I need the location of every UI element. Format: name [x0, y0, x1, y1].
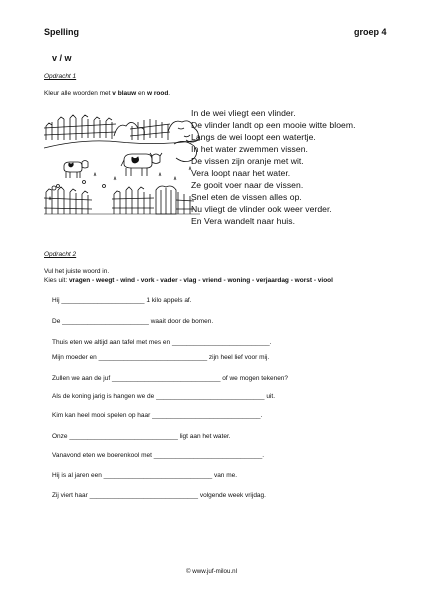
- answer-blank[interactable]: ______________________________: [103, 472, 213, 479]
- answer-blank[interactable]: ______________________________: [152, 412, 261, 419]
- exercise-line: De ________________________ waait door de bomen.: [52, 318, 214, 325]
- instruction-blue: v blauw: [112, 90, 137, 97]
- story-line: Vera loopt naar het water.: [191, 168, 291, 178]
- exercise-line: Kim kan heel mooi spelen op haar ______________________________.: [52, 412, 263, 419]
- story-line: De vissen zijn oranje met wit.: [191, 156, 304, 166]
- exercise-line: Onze ______________________________ ligt aan het water.: [52, 433, 231, 440]
- word-list: vragen - weegt - wind - vork - vader - vlag - vriend - woning - verjaardag - worst - viool: [68, 277, 333, 284]
- exercise-line: Hij _______________________ 1 kilo appels af.: [52, 297, 192, 304]
- story-line: Snel eten de vissen alles op.: [191, 192, 302, 202]
- front-fence-icon: [44, 186, 194, 214]
- word-choice-list: Kies uit: vragen - weegt - wind - vork - vader - vlag - vriend - woning - verjaardag - worst - viool: [44, 277, 333, 284]
- cow-icon: [121, 153, 162, 176]
- assignment2-instruction: Vul het juiste woord in.: [44, 268, 110, 275]
- story-line: In het water zwemmen vissen.: [191, 144, 308, 154]
- assignment2-heading: Opdracht 2: [44, 251, 77, 258]
- exercise-line: Als de koning jarig is hangen we de ______________________________ uit.: [52, 393, 276, 400]
- answer-blank[interactable]: ________________________: [62, 318, 149, 325]
- assignment1-instruction: Kleur alle woorden met v blauw en w rood.: [44, 90, 171, 97]
- exercise-line: Thuis eten we altijd aan tafel met mes en ___________________________.: [52, 339, 272, 346]
- answer-blank[interactable]: ______________________________: [156, 393, 265, 400]
- story-line: Nu vliegt de vlinder ook weer verder.: [191, 204, 332, 214]
- story-line: En Vera wandelt naar huis.: [191, 216, 296, 226]
- exercise-line: Vanavond eten we boerenkool met ______________________________.: [52, 452, 265, 459]
- copyright-footer: © www.juf-milou.nl: [186, 568, 237, 575]
- story-line: De vlinder landt op een mooie witte bloem.: [191, 120, 356, 130]
- answer-blank[interactable]: ______________________________: [153, 452, 263, 459]
- story-line: Langs de wei loopt een watertje.: [191, 132, 316, 142]
- exercise-line: Zij viert haar ______________________________ volgende week vrijdag.: [52, 492, 266, 499]
- cow-icon: [64, 161, 88, 179]
- answer-blank[interactable]: ___________________________: [171, 339, 270, 346]
- answer-blank[interactable]: _______________________: [61, 297, 145, 304]
- worksheet-title: Spelling: [44, 27, 80, 37]
- answer-blank[interactable]: ______________________________: [112, 375, 221, 382]
- exercise-line: Mijn moeder en ______________________________ zijn heel lief voor mij.: [52, 354, 270, 361]
- answer-blank[interactable]: ______________________________: [98, 354, 208, 361]
- exercise-line: Zullen we aan de juf ______________________________ of we mogen tekenen?: [52, 375, 289, 382]
- assignment1-heading: Opdracht 1: [44, 73, 77, 80]
- topic-label: v / w: [52, 53, 72, 63]
- exercise-line: Hij is al jaren een ______________________________ van me.: [52, 472, 238, 479]
- instruction-red: w rood: [146, 90, 169, 97]
- answer-blank[interactable]: ______________________________: [89, 492, 199, 499]
- answer-blank[interactable]: ______________________________: [69, 433, 178, 440]
- back-fence-icon: [44, 115, 170, 140]
- story-line: Ze gooit voer naar de vissen.: [191, 180, 304, 190]
- group-label: groep 4: [354, 27, 387, 37]
- story-line: In de wei vliegt een vlinder.: [191, 108, 296, 118]
- cow-meadow-fence-drawing: [44, 110, 200, 216]
